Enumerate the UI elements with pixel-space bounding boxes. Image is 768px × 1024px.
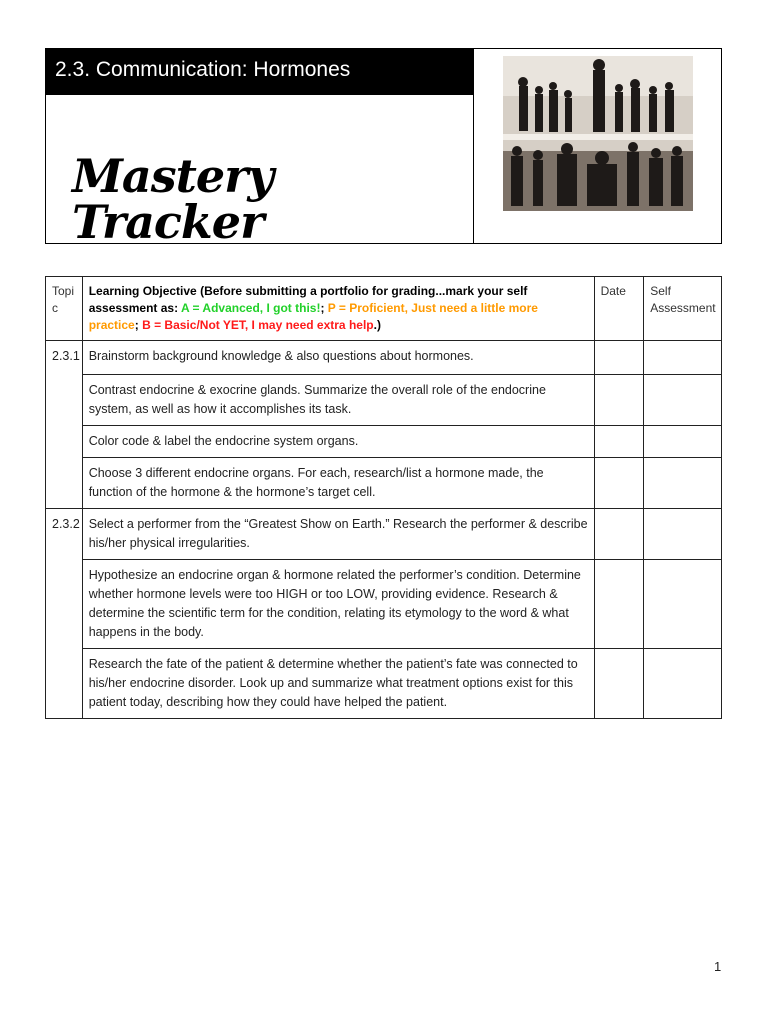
date-cell[interactable]	[594, 560, 644, 649]
objective-header	[82, 277, 594, 341]
objective-cell: Contrast endocrine & exocrine glands. Summarize the overall role of the endocrine system, as well as how it accomplishes its task.	[82, 375, 594, 426]
table-row	[46, 458, 722, 509]
self-assessment-cell[interactable]	[644, 560, 722, 649]
objective-lead: Learning Objective (Before submitting a portfolio for grading...mark your self assessment as:	[88, 284, 528, 315]
date-cell[interactable]	[594, 649, 644, 719]
self-assessment-header: Self Assessment	[644, 277, 722, 341]
objective-cell: Hypothesize an endocrine organ & hormone related the performer’s condition. Determine whether hormone levels were too HIGH or too LOW, providing evidence. Research & determine the scientific term for the condition, relating its etymology to the word & what happens in the body.	[82, 560, 594, 649]
date-cell[interactable]	[594, 509, 644, 560]
table-row	[46, 560, 722, 649]
topic-cell: 2.3.1	[46, 341, 83, 509]
header-image-panel	[474, 49, 721, 243]
topic-header: Topi c	[46, 277, 83, 341]
table-row	[46, 649, 722, 719]
table-row	[46, 375, 722, 426]
legend-separator-1: ;	[320, 301, 328, 315]
basic-legend: B = Basic/Not YET, I may need extra help	[142, 318, 374, 332]
table-header-row	[46, 277, 722, 341]
date-cell[interactable]	[594, 341, 644, 375]
self-assessment-cell[interactable]	[644, 649, 722, 719]
date-cell[interactable]	[594, 426, 644, 458]
proficient-legend: P = Proficient, Just need a little more practice	[88, 301, 538, 332]
self-assessment-cell[interactable]	[644, 458, 722, 509]
legend-separator-2: ;	[134, 318, 143, 332]
date-cell[interactable]	[594, 458, 644, 509]
header-box	[45, 48, 722, 249]
performers-photo	[503, 56, 693, 211]
unit-title: 2.3. Communication: Hormones	[46, 49, 473, 95]
objective-cell: Research the fate of the patient & determine whether the patient’s fate was connected to his/her endocrine disorder. Look up and summarize what treatment options exist for this patient today, describing how they could have helped the patient.	[82, 649, 594, 719]
topic-cell: 2.3.2	[46, 509, 83, 719]
date-cell[interactable]	[594, 375, 644, 426]
page-title: Mastery Tracker	[72, 149, 274, 249]
advanced-legend: A = Advanced, I got this!	[180, 301, 321, 315]
table-row	[46, 426, 722, 458]
table-row	[46, 341, 722, 375]
objective-cell: Select a performer from the “Greatest Show on Earth.” Research the performer & describe his/her physical irregularities.	[82, 509, 594, 560]
page-number: 1	[714, 959, 722, 974]
self-assessment-cell[interactable]	[644, 375, 722, 426]
self-assessment-cell[interactable]	[644, 341, 722, 375]
header-title-panel	[46, 49, 474, 249]
objective-close: .)	[373, 318, 381, 332]
mastery-table	[45, 276, 722, 719]
objective-cell: Choose 3 different endocrine organs. For each, research/list a hormone made, the function of the hormone & the hormone’s target cell.	[82, 458, 594, 509]
self-assessment-cell[interactable]	[644, 509, 722, 560]
table-row	[46, 509, 722, 560]
objective-cell: Brainstorm background knowledge & also questions about hormones.	[82, 341, 594, 375]
objective-cell: Color code & label the endocrine system organs.	[82, 426, 594, 458]
date-header: Date	[594, 277, 644, 341]
self-assessment-cell[interactable]	[644, 426, 722, 458]
performers-photo-illustration	[503, 56, 693, 211]
